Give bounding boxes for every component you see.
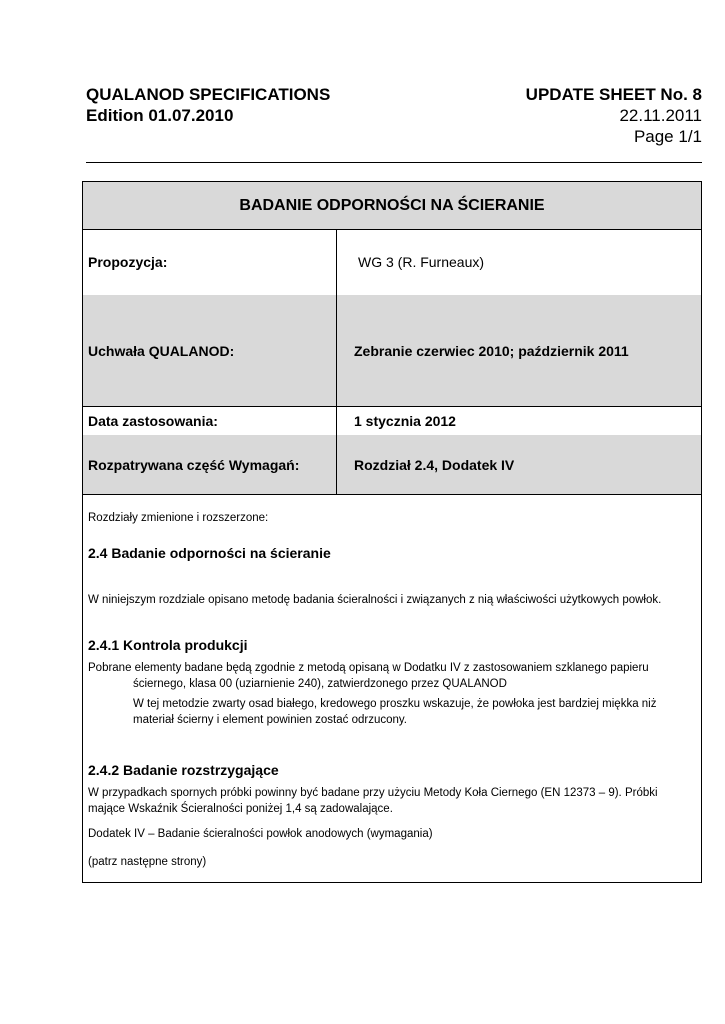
row-label: Rozpatrywana część Wymagań: <box>83 435 337 494</box>
header-divider <box>86 162 702 163</box>
text-line: Pobrane elementy badane będą zgodnie z metodą opisaną w Dodatku IV z zastosowaniem szklanego papieru <box>88 662 649 674</box>
section-2-4-2-text <box>88 785 693 817</box>
row-value: Rozdział 2.4, Dodatek IV <box>354 456 515 473</box>
row-value: Zebranie czerwiec 2010; październik 2011 <box>354 342 629 359</box>
section-2-4-2-heading: 2.4.2 Badanie rozstrzygające <box>88 762 279 778</box>
text-line: ściernego, klasa 00 (uziarnienie 240), zatwierdzonego przez QUALANOD <box>133 678 507 690</box>
text-line: materiał ścierny i element powinien zostać odrzucony. <box>133 714 407 726</box>
spec-name: QUALANOD SPECIFICATIONS <box>86 85 331 104</box>
header-row-1 <box>86 84 702 105</box>
row-label: Uchwała QUALANOD: <box>83 295 337 406</box>
update-sheet-box <box>82 181 702 883</box>
section-2-4-heading: 2.4 Badanie odporności na ścieranie <box>88 545 331 561</box>
row-effective-date <box>83 406 701 436</box>
update-date: 22.11.2011 <box>619 106 702 125</box>
sheet-title: BADANIE ODPORNOŚCI NA ŚCIERANIE <box>83 182 701 230</box>
header-row-2 <box>86 105 702 126</box>
text-line: W przypadkach spornych próbki powinny być badane przy użyciu Metody Koła Ciernego (EN 12373 – 9). Próbki <box>88 787 658 799</box>
text-line: mające Wskaźnik Ścieralności poniżej 1,4 są zadowalające. <box>88 803 393 815</box>
next-pages-note: (patrz następne strony) <box>88 856 207 868</box>
row-label: Data zastosowania: <box>83 406 337 435</box>
section-2-4-1-para-2 <box>88 696 693 728</box>
row-value: WG 3 (R. Furneaux) <box>358 254 485 270</box>
annex-reference: Dodatek IV – Badanie ścieralności powłok anodowych (wymagania) <box>88 828 433 840</box>
row-label: Propozycja: <box>83 229 337 295</box>
intro-text: Rozdziały zmienione i rozszerzone: <box>88 512 269 524</box>
edition-date: Edition 01.07.2010 <box>86 106 234 125</box>
section-2-4-text: W niniejszym rozdziale opisano metodę badania ścieralności i związanych z nią właściwości użytkowych powłok. <box>88 594 662 606</box>
row-resolution <box>83 295 701 407</box>
text-line: W tej metodzie zwarty osad białego, kredowego proszku wskazuje, że powłoka jest bardziej miękka niż <box>133 698 657 710</box>
row-requirements-part <box>83 435 701 495</box>
document-header <box>86 84 702 147</box>
header-row-3 <box>86 126 702 147</box>
row-value: 1 stycznia 2012 <box>354 412 456 429</box>
row-proposal <box>83 229 701 296</box>
update-sheet-number: UPDATE SHEET No. 8 <box>525 85 702 104</box>
page-number: Page 1/1 <box>633 127 702 146</box>
section-2-4-1-para-1 <box>88 660 693 692</box>
section-2-4-1-heading: 2.4.1 Kontrola produkcji <box>88 637 248 653</box>
